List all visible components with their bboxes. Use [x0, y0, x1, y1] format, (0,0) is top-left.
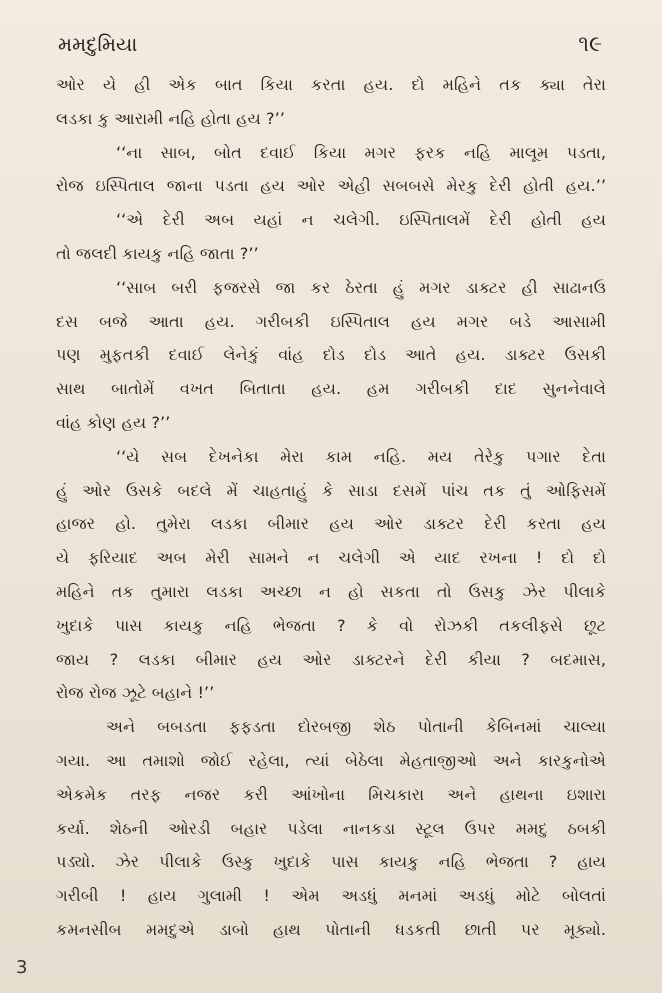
text-line: લડકા કુ આરામી નહિ હોતા હય ?’’ — [56, 108, 285, 128]
text-line: મહિને તક તુમારા લડકા અચ્છા ન હો સકતા તો ઉસકુ ઝેર પીલાકે — [56, 581, 606, 601]
text-line: કમનસીબ મમદુએ ડાબો હાથ પોતાની ધડકતી છાતી પર મૂક્યો. — [56, 919, 606, 939]
text-line: સાથ બાતોમેં વખત બિતાતા હય. હમ ગરીબકી દાદ સુનનેવાલે — [56, 379, 606, 399]
page-number: ૧૯ — [578, 31, 602, 57]
margin-mark: 3 — [16, 957, 28, 978]
text-line: તો જલદી કાયકુ નહિ જાતા ?’’ — [56, 243, 259, 263]
text-line: ગયા. આ તમાશો જોઈ રહેલા, ત્યાં બેઠેલા મેહતાજીઓ અને કારકુનોએ — [56, 750, 606, 770]
body-text — [56, 68, 606, 947]
running-title: મમદુમિયા — [58, 32, 138, 56]
text-line: દસ બજે આતા હય. ગરીબકી ઇસ્પિતાલ હય મગર બડે આસામી — [56, 311, 606, 331]
text-line: ‘‘યે સબ દેખનેકા મેરા કામ નહિ. મય તેરેકુ પગાર દેતા — [116, 446, 606, 466]
text-line: રોજ રોજ ઝૂટે બહાને !’’ — [56, 683, 215, 703]
text-line: કર્યા. શેઠની ઓરડી બહાર પડેલા નાનકડા સ્ટૂલ ઉપર મમદુ ઠબકી — [56, 818, 606, 838]
text-line: વાંહ કોણ હય ?’’ — [56, 412, 171, 432]
text-line: અને બબડતા ફફડતા દોરબજી શેઠ પોતાની કેબિનમાં ચાલ્યા — [106, 717, 606, 737]
page-header — [58, 24, 602, 64]
text-line: ‘‘એ દેરી અબ યહાં ન ચલેગી. ઇસ્પિતાલમેં દેરી હોતી હય — [116, 210, 606, 230]
text-line: ખુદાકે પાસ કાયકુ નહિ ભેજતા ? કે વો રોઝકી તકલીફસે છૂટ — [56, 615, 606, 635]
text-line: ‘‘ના સાબ, બોત દવાઈ કિયા મગર ફરક નહિ માલૂમ પડતા, — [116, 142, 606, 162]
text-line: પણ મુફતકી દવાઈ લેનેકું વાંહ દોડ દોડ આતે હય. ડાક્ટર ઉસકી — [56, 345, 606, 365]
text-line: રોજ ઇસ્પિતાલ જાના પડતા હય ઓર એહી સબબસે મેરકુ દેરી હોતી હય.’’ — [56, 176, 606, 196]
text-line: ‘‘સાબ બરી ફજરસે જા કર ઠેરતા હું મગર ડાક્ટર હી સાઢાનઉ — [116, 277, 606, 297]
text-line: હાજર હો. તુમેરા લડકા બીમાર હય ઓર ડાક્ટર દેરી કરતા હય — [56, 514, 606, 534]
text-line: હું ઓર ઉસકે બદલે મેં ચાહતાહું કે સાડા દસમેં પાંચ તક તું ઓફિસમેં — [56, 480, 606, 500]
text-line: ઓર યે હી એક બાત કિયા કરતા હય. દો મહિને તક ક્યા તેરા — [56, 75, 606, 94]
text-line: ગરીબી ! હાય ગુલામી ! એમ અડધું મનમાં અડધું મોટે બોલતાં — [56, 886, 606, 906]
text-line: યે ફરિયાદ અબ મેરી સામને ન ચલેગી એ યાદ રખના ! દો દો — [56, 548, 606, 568]
text-line: પડ્યો. ઝેર પીલાકે ઉસ્કુ ખુદાકે પાસ કાયકુ નહિ ભેજતા ? હાય — [56, 852, 606, 872]
text-line: એકમેક તરફ નજર કરી આંખોના મિચકારા અને હાથના ઇશારા — [56, 784, 606, 804]
text-line: જાય ? લડકા બીમાર હય ઓર ડાક્ટરને દેરી કીયા ? બદમાસ, — [56, 649, 606, 669]
